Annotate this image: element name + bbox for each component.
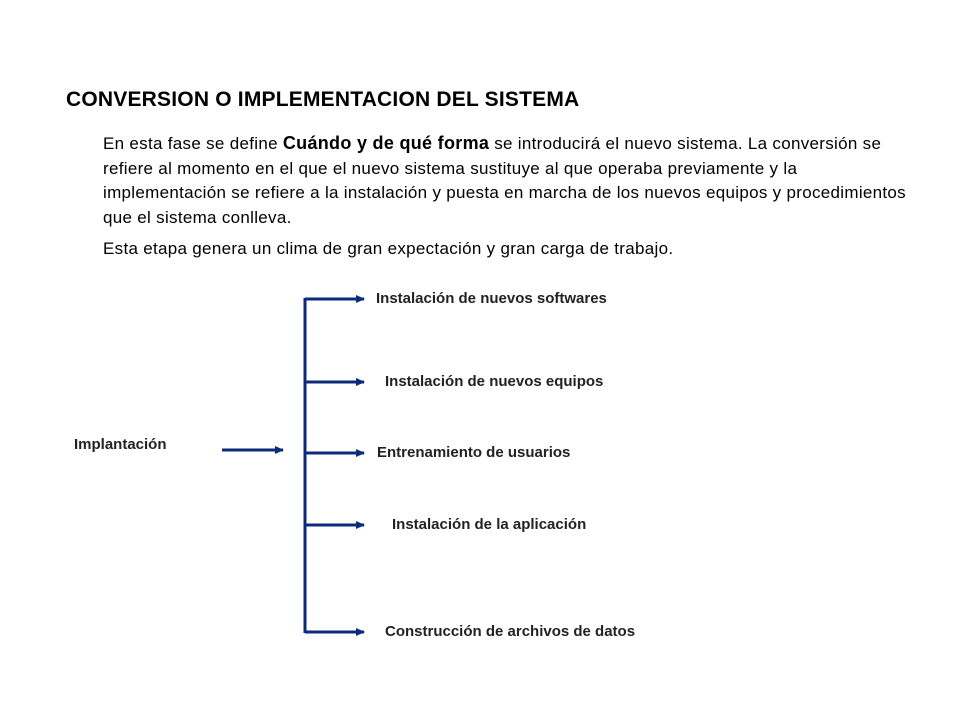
branch-label-1: Instalación de nuevos softwares bbox=[376, 290, 607, 307]
diagram-root-label: Implantación bbox=[74, 436, 167, 453]
branch-label-4: Instalación de la aplicación bbox=[392, 516, 587, 533]
branch-label-5: Construcción de archivos de datos bbox=[385, 623, 636, 640]
intro-rest: se introducirá el nuevo sistema. La conversión se refiere al momento en el que el nuevo sistema sustituye al que operaba previamente y la implementación se refiere a la instalación y puesta en marcha de los nuevos equipos y procedimientos que el sistema conlleva. bbox=[103, 134, 906, 227]
intro-emphasis: Cuándo y de qué forma bbox=[282, 133, 490, 153]
branch-label-3: Entrenamiento de usuarios bbox=[377, 444, 571, 461]
intro-lead: En esta fase se define bbox=[103, 134, 283, 153]
branch-label-2: Instalación de nuevos equipos bbox=[385, 373, 604, 390]
summary-paragraph: Esta etapa genera un clima de gran expectación y gran carga de trabajo. bbox=[103, 239, 674, 258]
page-title: CONVERSION O IMPLEMENTACION DEL SISTEMA bbox=[66, 88, 580, 111]
